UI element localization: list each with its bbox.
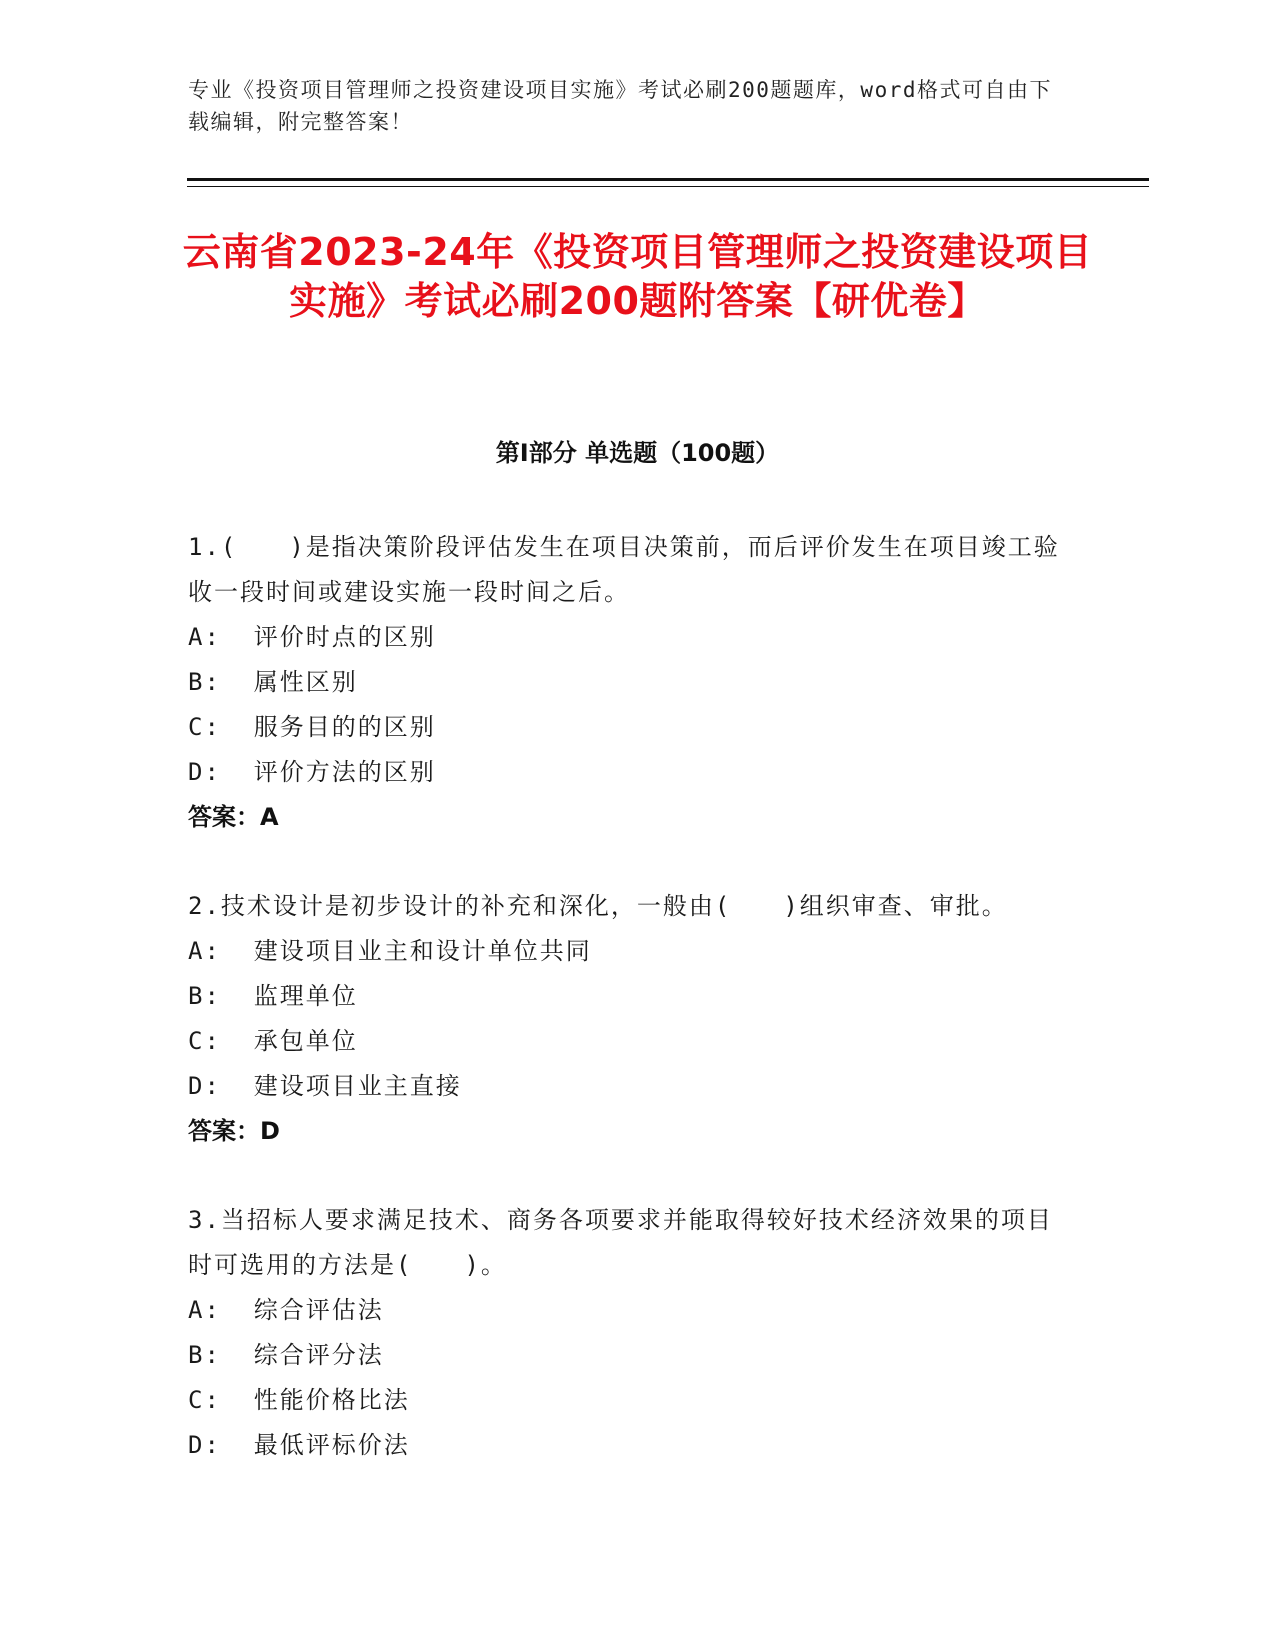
question-3 [188,1198,1068,1468]
question-stem: 1.( )是指决策阶段评估发生在项目决策前，而后评价发生在项目竣工验收一段时间或建设实施一段时间之后。 [188,533,1060,606]
option-b: B: 综合评分法 [188,1341,384,1369]
answer-line: 答案：D [188,1117,280,1145]
option-d: D: 评价方法的区别 [188,758,436,786]
header-divider-thick [187,178,1149,181]
option-a: A: 综合评估法 [188,1296,384,1324]
option-c: C: 承包单位 [188,1027,358,1055]
option-b: B: 属性区别 [188,668,358,696]
option-b: B: 监理单位 [188,982,358,1010]
header-note: 专业《投资项目管理师之投资建设项目实施》考试必刷200题题库，word格式可自由下载编辑，附完整答案！ [188,78,1052,134]
question-2 [188,884,1068,1154]
answer-line: 答案：A [188,803,279,831]
header-divider-thin [187,186,1149,187]
option-d: D: 建设项目业主直接 [188,1072,462,1100]
question-list [188,525,1068,1512]
section-heading: 第Ⅰ部分 单选题（100题） [495,439,780,467]
question-stem: 3.当招标人要求满足技术、商务各项要求并能取得较好技术经济效果的项目时可选用的方法是( )。 [188,1206,1053,1279]
option-c: C: 性能价格比法 [188,1386,410,1414]
option-a: A: 建设项目业主和设计单位共同 [188,937,592,965]
document-title: 云南省2023-24年《投资项目管理师之投资建设项目实施》考试必刷200题附答案【研优卷】 [182,230,1093,323]
option-d: D: 最低评标价法 [188,1431,410,1459]
question-stem: 2.技术设计是初步设计的补充和深化，一般由( )组织审查、审批。 [188,892,1008,920]
question-1 [188,525,1068,840]
option-a: A: 评价时点的区别 [188,623,436,651]
option-c: C: 服务目的的区别 [188,713,436,741]
